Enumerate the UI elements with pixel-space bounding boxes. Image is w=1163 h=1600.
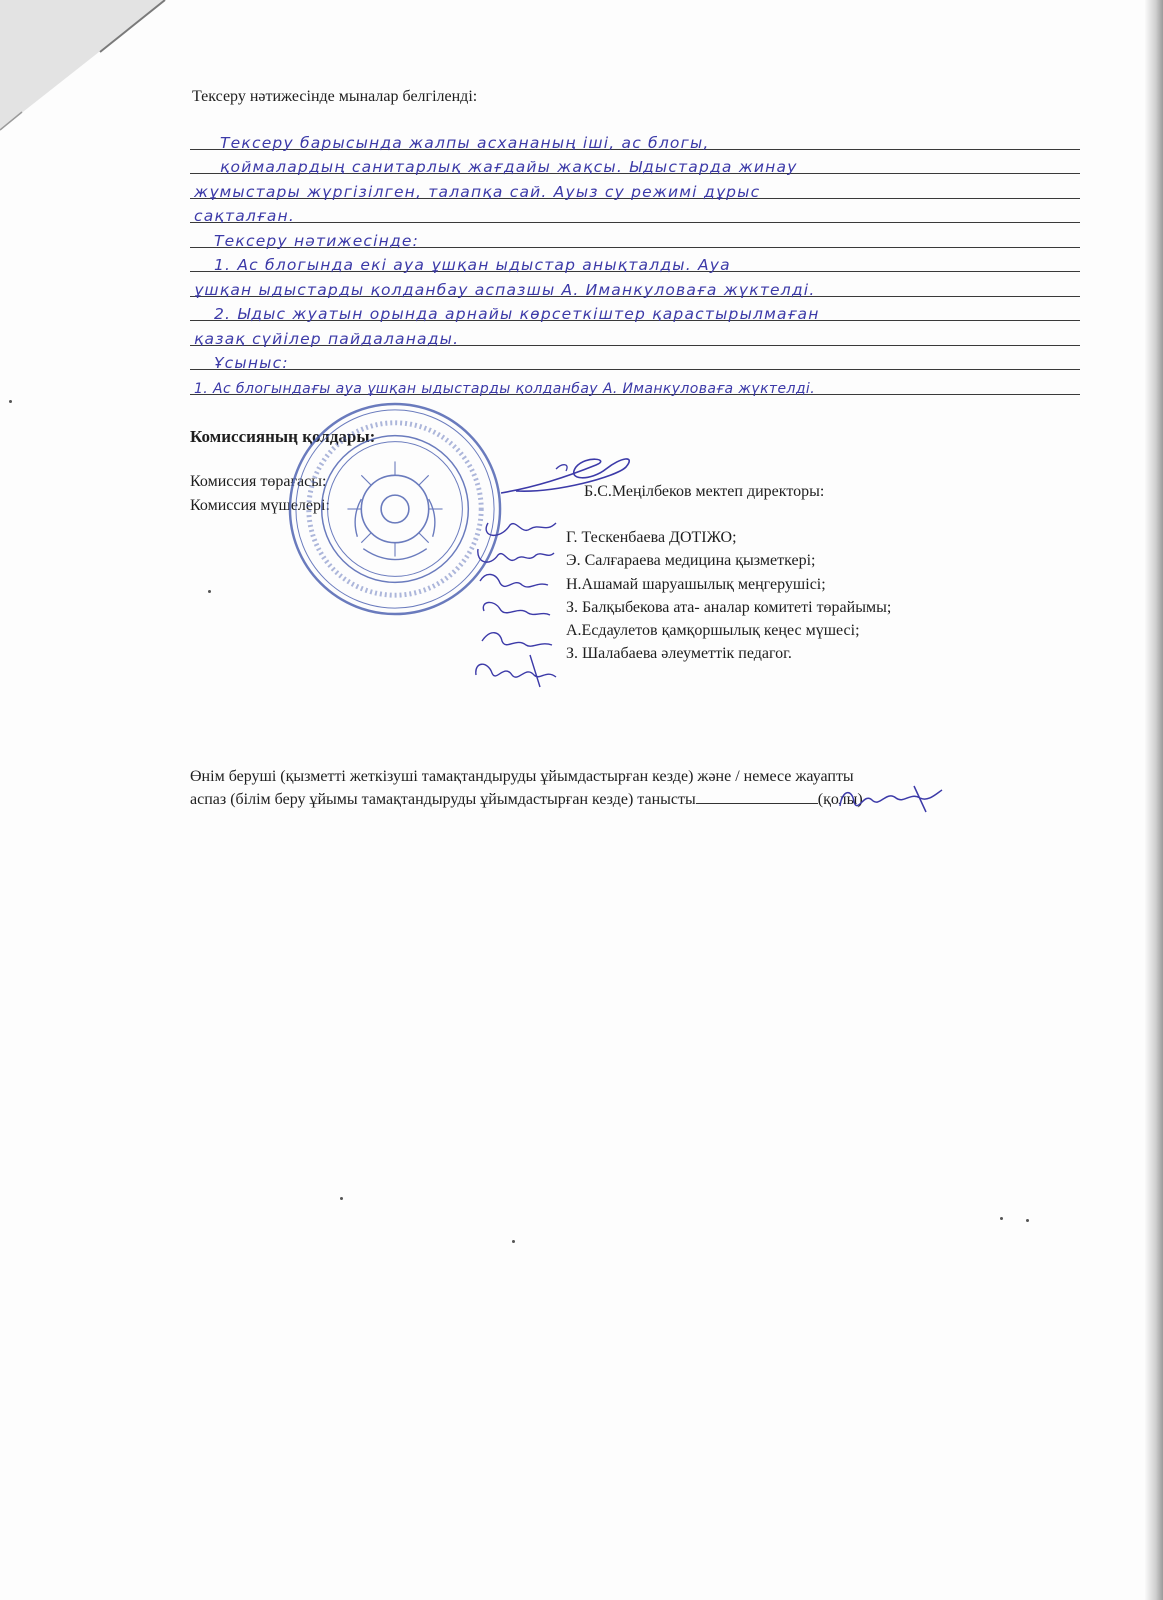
intro-text: Тексеру нәтижесінде мыналар белгіленді:: [192, 88, 478, 105]
folded-corner: [0, 0, 170, 150]
handwritten-text: ұшқан ыдыстарды қолданбау аспазшы А. Иманкуловаға жүктелді.: [194, 280, 816, 299]
director-line: Б.С.Меңілбеков мектеп директоры:: [584, 483, 825, 500]
acknowledgement-text: аспаз (білім беру ұйымы тамақтандыруды ұйымдастырған кезде) танысты: [190, 791, 696, 808]
finding-line: [190, 346, 1080, 371]
member-entry: З. Шалабаева әлеуметтік педагог.: [566, 645, 792, 663]
handwritten-text: Ұсыныс:: [214, 354, 289, 372]
acknowledgement-line1: Өнім беруші (қызметті жеткізуші тамақтандыруды ұйымдастырған кезде) және / немесе жауапты: [190, 768, 854, 785]
handwritten-text: 1. Ас блогында екі ауа ұшқан ыдыстар анықталды. Ауа: [214, 256, 731, 274]
signatures-heading: Комиссияның қолдары:: [190, 427, 376, 446]
finding-line: [190, 174, 1080, 199]
signature-label: (қолы): [817, 791, 863, 808]
acknowledgement-signature: [836, 780, 946, 816]
finding-line: [190, 297, 1080, 322]
handwritten-text: жұмыстары жүргізілген, талапқа сай. Ауыз су режимі дұрыс: [194, 182, 761, 201]
scan-speck: [512, 1240, 515, 1243]
scan-speck: [1000, 1217, 1003, 1220]
member-entry: Э. Салғараева медицина қызметкері;: [566, 552, 816, 570]
scan-speck: [1026, 1219, 1029, 1222]
scan-speck: [9, 400, 12, 403]
scan-edge: [1145, 0, 1163, 1600]
finding-line: [190, 272, 1080, 297]
scan-speck: [208, 590, 211, 593]
chair-label: Комиссия төрағасы:: [190, 473, 327, 490]
finding-line: [190, 248, 1080, 273]
member-signatures: [470, 515, 562, 690]
handwritten-text: 2. Ыдыс жуатын орында арнайы көрсеткіштер қарастырылмаған: [214, 305, 820, 323]
finding-line: [190, 125, 1080, 150]
director-signature: [496, 447, 646, 507]
signature-line: [696, 787, 818, 804]
handwritten-text: сақталған.: [194, 207, 295, 225]
commission-members: [566, 526, 891, 666]
handwritten-text: 1. Ас блогындағы ауа ұшқан ыдыстарды қолданбау А. Иманкуловаға жүктелді.: [194, 380, 816, 397]
handwritten-text: қазақ сүйілер пайдаланады.: [194, 329, 460, 348]
handwritten-text: Тексеру барысында жалпы асхананың іші, ас блогы,: [220, 133, 710, 152]
handwritten-text: Тексеру нәтижесінде:: [214, 231, 420, 250]
finding-line: [190, 199, 1080, 224]
finding-line: [190, 370, 1080, 395]
finding-line: [190, 223, 1080, 248]
finding-line: [190, 150, 1080, 175]
member-entry: Н.Ашамай шаруашылық меңгерушісі;: [566, 575, 826, 593]
scan-speck: [340, 1197, 343, 1200]
handwritten-text: қоймалардың санитарлық жағдайы жақсы. Ыдыстарда жинау: [220, 158, 798, 176]
members-label: Комиссия мүшелері:: [190, 497, 330, 514]
member-entry: А.Есдаулетов қамқоршылық кеңес мүшесі;: [566, 622, 860, 640]
handwritten-findings: [190, 125, 1080, 395]
member-entry: Г. Тескенбаева ДОТІЖО;: [566, 529, 737, 546]
member-entry: З. Балқыбекова ата- аналар комитеті төрайымы;: [566, 598, 892, 616]
finding-line: [190, 321, 1080, 346]
